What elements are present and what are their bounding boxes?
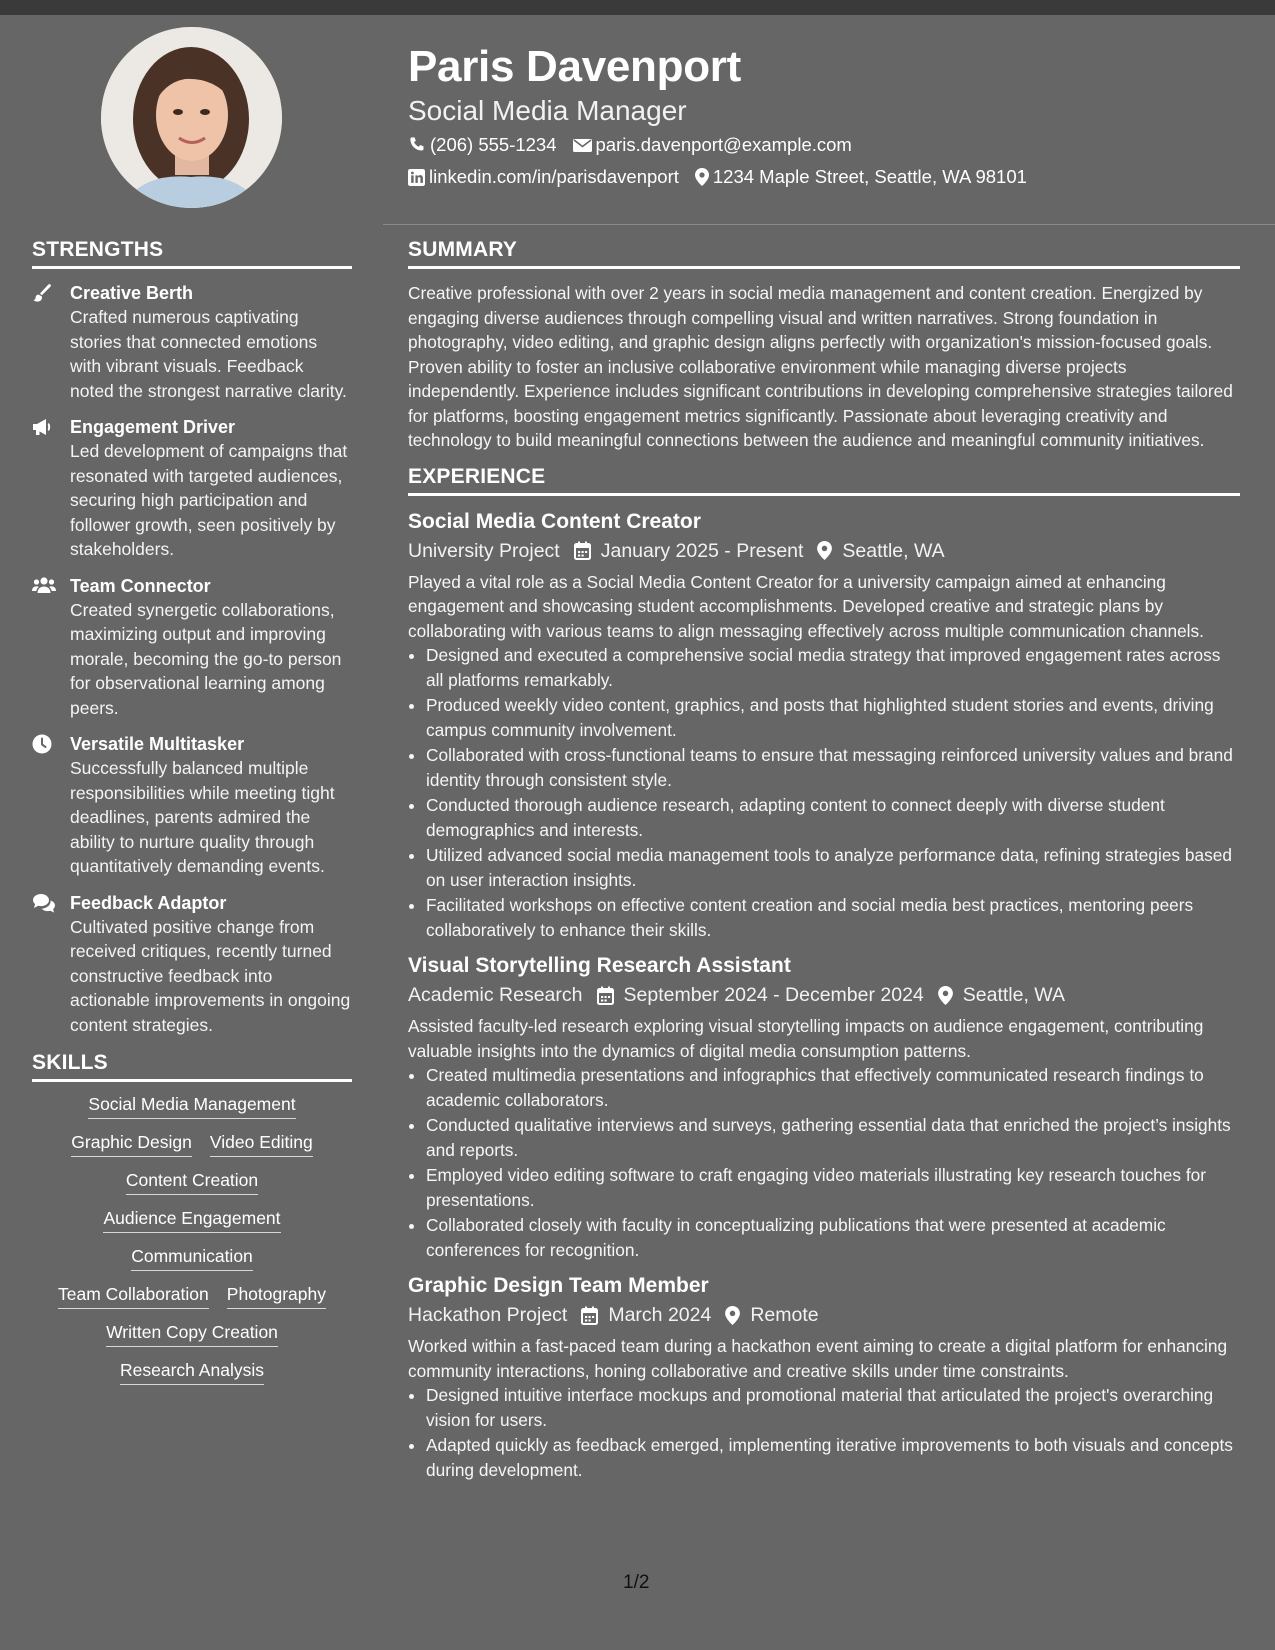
skill-tag: Communication — [131, 1246, 253, 1271]
envelope-icon — [573, 137, 592, 153]
strength-title: Creative Berth — [70, 283, 194, 303]
job-bullet: • Conducted thorough audience research, adapting content to connect deeply with diverse student demographics and interests. — [426, 793, 1240, 842]
map-pin-icon — [938, 986, 953, 1005]
job-location: Seattle, WA — [842, 539, 945, 562]
job-bullet: • Designed intuitive interface mockups and promotional material that articulated the project's overarching vision for users. — [426, 1383, 1240, 1432]
job-bullet: • Designed and executed a comprehensive social media strategy that improved engagement rates across all platforms remarkably. — [426, 643, 1240, 692]
phone-icon — [408, 136, 426, 154]
strength-item — [32, 574, 352, 721]
job-description: Played a vital role as a Social Media Content Creator for a university campaign aimed at enhancing engagement and showcasing student accomplishments. Developed creative and strategic plans by collaborating with various teams to align messaging effectively across multiple communication channels. — [408, 571, 1204, 641]
address-item — [695, 166, 1027, 188]
strength-title: Engagement Driver — [70, 417, 236, 437]
candidate-name: Paris Davenport — [408, 42, 741, 91]
strength-item — [32, 281, 352, 403]
job-entry — [408, 508, 1240, 943]
skill-tag: Team Collaboration — [58, 1284, 209, 1309]
job-dates: September 2024 - December 2024 — [623, 984, 924, 1006]
right-column — [408, 238, 1240, 1492]
contact-row-1 — [408, 134, 868, 156]
skill-tag: Graphic Design — [71, 1132, 192, 1157]
job-org: University Project — [408, 539, 560, 562]
job-description: Assisted faculty-led research exploring visual storytelling impacts on audience engagement, contributing valuable insights into the dynamics of digital media consumption patterns. — [408, 1016, 1204, 1061]
strength-title: Feedback Adaptor — [70, 892, 227, 913]
map-pin-icon — [817, 541, 832, 560]
skills-heading: SKILLS — [32, 1051, 352, 1082]
job-title: Visual Storytelling Research Assistant — [408, 954, 791, 977]
job-description: Worked within a fast-paced team during a hackathon event aiming to create a digital platform for enhancing community interactions, honing collaborative and creative skills under time constraints. — [408, 1336, 1228, 1381]
strength-title: Versatile Multitasker — [70, 734, 245, 754]
job-bullets — [408, 1383, 1240, 1482]
strength-desc: Cultivated positive change from received critiques, recently turned constructive feedback into actionable improvements in ongoing content strategies. — [70, 916, 351, 1035]
job-title: Social Media Content Creator — [408, 509, 701, 533]
job-bullet: • Conducted qualitative interviews and surveys, gathering essential data that enriched the project’s insights and reports. — [426, 1113, 1240, 1162]
comments-icon — [32, 893, 56, 913]
job-meta — [408, 536, 1240, 566]
strength-item — [32, 891, 352, 1038]
skill-tag: Photography — [227, 1284, 326, 1309]
contact-row-2 — [408, 166, 1043, 188]
page-number: 1/2 — [623, 1572, 650, 1593]
linkedin-item[interactable] — [408, 166, 679, 188]
summary-text: Creative professional with over 2 years in social media management and content creation. Energized by engaging diverse audiences through compelling visual and written narratives. Strong foundation in photography, video editing, and graphic design aligns perfectly with organization's mission-focused goals. Proven ability to foster an inclusive collaborative environment while managing diverse projects independently. Experience includes significant contributions in developing comprehensive strategies tailored for platforms, boosting engagement metrics significantly. Passionate about leveraging creativity and technology to build meaningful connections between the audience and meaningful community initiatives. — [408, 283, 1233, 450]
strength-desc: Created synergetic collaborations, maximizing output and improving morale, becoming the go-to person for observational learning among peers. — [70, 599, 342, 718]
header-divider — [383, 224, 1275, 225]
calendar-icon — [597, 986, 614, 1005]
clock-icon — [32, 734, 52, 754]
top-bar — [0, 0, 1275, 15]
job-bullet: • Adapted quickly as feedback emerged, implementing iterative improvements to both visuals and concepts during development. — [426, 1433, 1240, 1482]
job-dates: March 2024 — [608, 1304, 712, 1326]
job-entry — [408, 1272, 1240, 1482]
experience-heading: EXPERIENCE — [408, 465, 1240, 496]
strength-desc: Led development of campaigns that resonated with targeted audiences, securing high participation and follower growth, seen positively by stakeholders. — [70, 441, 348, 559]
email-link[interactable]: paris.davenport@example.com — [595, 134, 852, 155]
profile-photo — [101, 27, 282, 208]
calendar-icon — [581, 1306, 598, 1325]
job-bullet: • Created multimedia presentations and infographics that effectively communicated research findings to academic collaborators. — [426, 1063, 1240, 1112]
job-dates: January 2025 - Present — [600, 539, 804, 562]
job-bullet: • Collaborated with cross-functional teams to ensure that messaging reinforced university values and brand identity through consistent style. — [426, 743, 1240, 792]
email-item[interactable] — [573, 134, 852, 156]
phone-item — [408, 134, 557, 156]
paintbrush-icon — [32, 283, 52, 303]
linkedin-link[interactable]: linkedin.com/in/parisdavenport — [429, 166, 679, 187]
calendar-icon — [574, 541, 591, 560]
skill-tag: Video Editing — [210, 1132, 313, 1157]
job-org: Academic Research — [408, 984, 583, 1006]
strength-item — [32, 415, 352, 562]
skill-tag: Social Media Management — [88, 1094, 295, 1119]
candidate-role: Social Media Manager — [408, 95, 687, 126]
strength-item — [32, 732, 352, 879]
strengths-heading: STRENGTHS — [32, 238, 352, 269]
skill-tag: Research Analysis — [120, 1360, 264, 1385]
linkedin-icon — [408, 169, 425, 186]
job-meta — [408, 1300, 1240, 1330]
strength-desc: Crafted numerous captivating stories that connected emotions with vibrant visuals. Feedback noted the strongest narrative clarity. — [70, 307, 347, 401]
job-bullet: • Collaborated closely with faculty in conceptualizing publications that were presented at academic conferences for recognition. — [426, 1213, 1240, 1262]
left-column — [32, 238, 352, 1398]
strength-desc: Successfully balanced multiple responsibilities while meeting tight deadlines, parents admired the ability to nurture quality through quantitatively demanding events. — [70, 758, 335, 876]
job-bullets — [408, 1063, 1240, 1262]
job-entry — [408, 952, 1240, 1262]
map-pin-icon — [695, 168, 709, 186]
phone-text: (206) 555-1234 — [430, 134, 557, 155]
megaphone-icon — [32, 417, 54, 437]
job-bullets — [408, 643, 1240, 942]
address-text: 1234 Maple Street, Seattle, WA 98101 — [712, 166, 1027, 187]
strength-title: Team Connector — [70, 575, 211, 596]
job-bullet: • Produced weekly video content, graphics, and posts that highlighted student stories and events, driving campus community involvement. — [426, 693, 1240, 742]
job-location: Seattle, WA — [962, 984, 1065, 1006]
skill-tag: Written Copy Creation — [106, 1322, 278, 1347]
users-icon — [32, 576, 56, 594]
job-org: Hackathon Project — [408, 1304, 568, 1326]
job-location: Remote — [750, 1304, 819, 1326]
job-bullet: • Employed video editing software to craft engaging video materials illustrating key research touches for presentations. — [426, 1163, 1240, 1212]
job-meta — [408, 980, 1240, 1010]
skill-tag: Audience Engagement — [103, 1208, 280, 1233]
summary-heading: SUMMARY — [408, 238, 1240, 269]
skill-tag: Content Creation — [126, 1170, 258, 1195]
map-pin-icon — [725, 1306, 740, 1325]
job-title: Graphic Design Team Member — [408, 1274, 709, 1297]
job-bullet: • Utilized advanced social media management tools to analyze performance data, refining strategies based on user interaction insights. — [426, 843, 1240, 892]
job-bullet: • Facilitated workshops on effective content creation and social media best practices, mentoring peers collaboratively to enhance their skills. — [426, 893, 1240, 942]
